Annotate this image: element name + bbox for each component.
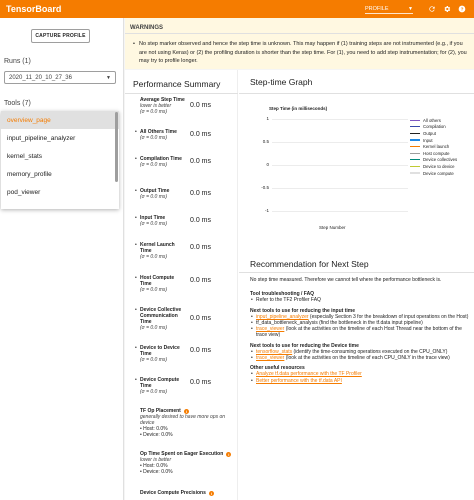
- legend-item: [410, 124, 457, 131]
- metric-sigma: (σ = 0.0 ms): [140, 109, 168, 115]
- warnings-divider: [125, 33, 474, 34]
- metric-sigma: (σ = 0.0 ms): [140, 357, 168, 363]
- metric-value: 0.0 ms: [190, 277, 212, 284]
- device-time-heading: Next tools to use for reducing the Device time: [250, 342, 359, 349]
- gridline: [272, 142, 408, 143]
- metric-value: 0.0 ms: [190, 379, 212, 386]
- legend-item: [410, 157, 457, 164]
- legend-item: [410, 170, 457, 177]
- device-compute-precisions-section: [140, 490, 235, 496]
- legend-swatch: [410, 159, 420, 160]
- trace-viewer-link[interactable]: trace_viewer: [256, 326, 285, 333]
- list-item: • Host: 0.0%: [140, 463, 168, 469]
- tf-data-api-link[interactable]: Better performance with the tf.data API: [256, 377, 342, 384]
- step-time-graph-title: Step-time Graph: [250, 77, 313, 87]
- list-item: • trace_viewer (look at the activities on the timeline of each Host Thread near the bottom of the trace view): [251, 326, 462, 339]
- legend-swatch: [410, 166, 420, 167]
- tools-label: Tools (7): [4, 100, 31, 107]
- chart-legend: [410, 117, 457, 176]
- metric-value: 0.0 ms: [190, 158, 212, 165]
- list-item: • trace_viewer (look at the activities on the timeline of each CPU_ONLY in the trace view): [251, 355, 450, 362]
- divider: [239, 272, 474, 273]
- svg-text:?: ?: [460, 6, 464, 12]
- list-item: • input_pipeline_analyzer (especially Section 3 for the breakdown of input operations on the Host): [251, 313, 469, 320]
- metric-name: Input Time: [140, 215, 166, 221]
- metric-name: Kernel Launch Time: [140, 242, 175, 254]
- bullet-icon: •: [133, 41, 135, 47]
- metric-sigma: (σ = 0.0 ms): [140, 287, 168, 293]
- tf-data-profiler-link[interactable]: Analyze tf.data performance with the TF Profiler: [256, 371, 362, 378]
- metric-sigma: (σ = 0.0 ms): [140, 194, 168, 200]
- metric-name: Device Collective Communication Time: [140, 307, 182, 325]
- metric-sigma: (σ = 0.0 ms): [140, 325, 168, 331]
- list-item: • Host: 0.0%: [140, 426, 168, 432]
- input-time-heading: Next tools to use for reducing the input time: [250, 307, 356, 314]
- sidebar: [0, 18, 124, 500]
- legend-label: Output: [423, 130, 436, 136]
- legend-swatch: [410, 126, 420, 127]
- warnings-panel: [125, 18, 474, 69]
- legend-swatch: [410, 139, 420, 140]
- list-item: • Device: 0.0%: [140, 469, 173, 475]
- list-item: • tensorflow_stats (identify the time-consuming operations executed on the CPU_ONLY): [251, 348, 448, 355]
- gridline: [272, 119, 408, 120]
- legend-item: [410, 130, 457, 137]
- tf-op-placement-section: [140, 408, 235, 438]
- recommendation-title: Recommendation for Next Step: [250, 259, 369, 269]
- overview-content: [125, 70, 474, 500]
- metric-average-step-time: [140, 97, 236, 115]
- tools-scrollbar[interactable]: [115, 112, 118, 182]
- capture-profile-button[interactable]: CAPTURE PROFILE: [31, 29, 90, 43]
- runs-select-value: 2020_11_20_10_27_36: [9, 74, 72, 81]
- metric-value: 0.0 ms: [190, 315, 212, 322]
- metric-sigma: (σ = 0.0 ms): [140, 254, 168, 260]
- gridline: [272, 165, 408, 166]
- legend-label: Device collectives: [423, 157, 458, 163]
- warning-text: No step marker observed and hence the step time is unknown. This may happen if (1) training steps are not instrumented (e.g., if you are not using Keras) or (2) the profiling duration is shorter than the step time. For (1), you need to add step instrumentation; for (2), you may try to profile longer.: [139, 41, 467, 64]
- y-tick-label: 1: [266, 116, 269, 121]
- section-name: TF Op Placement: [140, 408, 181, 414]
- metric-value: 0.0 ms: [190, 131, 212, 138]
- input-pipeline-analyzer-link[interactable]: input_pipeline_analyzer: [256, 313, 309, 320]
- metric-value: 0.0 ms: [190, 244, 212, 251]
- metric-input-time: • Input Time (σ = 0.0 ms) 0.0 ms: [135, 215, 212, 227]
- metric-value: 0.0 ms: [190, 347, 212, 354]
- trace-viewer-link[interactable]: trace_viewer: [256, 355, 285, 362]
- tool-option-kernel-stats[interactable]: kernel_stats: [7, 152, 43, 160]
- legend-item: [410, 163, 457, 170]
- recommendation-summary: No step time measured. Therefore we cannot tell where the performance bottleneck is.: [250, 277, 442, 283]
- faq-heading: Tool troubleshooting / FAQ: [250, 291, 315, 298]
- warnings-title: WARNINGS: [130, 25, 163, 31]
- metric-value: 0.0 ms: [190, 217, 212, 224]
- metric-all-others-time: • All Others Time (σ = 0.0 ms) 0.0 ms: [135, 129, 212, 141]
- metric-compilation-time: • Compilation Time (σ = 0.0 ms) 0.0 ms: [135, 156, 212, 168]
- legend-label: All others: [423, 117, 441, 123]
- tools-dropdown-panel: [1, 111, 119, 209]
- metric-name: Device Compute Time: [140, 377, 180, 389]
- metric-value: 0.0 ms: [190, 190, 212, 197]
- refresh-icon[interactable]: [426, 3, 438, 15]
- x-axis-label: Step Number: [319, 225, 346, 230]
- y-tick-label: 0.5: [262, 139, 269, 144]
- right-column: [239, 70, 474, 500]
- legend-item: [410, 143, 457, 150]
- metric-sigma: (σ = 0.0 ms): [140, 389, 168, 395]
- performance-summary-title: Performance Summary: [133, 79, 221, 89]
- legend-item: [410, 150, 457, 157]
- legend-label: Device to device: [423, 163, 455, 169]
- section-name: Op Time Spent on Eager Execution: [140, 451, 224, 457]
- y-tick-label: 0: [266, 162, 269, 167]
- divider: [125, 93, 238, 94]
- legend-item: [410, 137, 457, 144]
- chevron-down-icon: ▼: [106, 74, 111, 81]
- metric-name: Compilation Time: [140, 156, 182, 162]
- metric-name: Device to Device Time: [140, 345, 180, 357]
- metric-name: Host Compute Time: [140, 275, 175, 287]
- runs-label: Runs (1): [4, 58, 31, 65]
- metric-name: Average Step Time: [140, 97, 185, 103]
- top-app-bar: [0, 0, 474, 18]
- metric-device-to-device-time: • Device to Device Time (σ = 0.0 ms) 0.0 ms: [135, 345, 212, 363]
- metric-host-compute-time: • Host Compute Time (σ = 0.0 ms) 0.0 ms: [135, 275, 212, 293]
- legend-swatch: [410, 133, 420, 134]
- metric-kernel-launch-time: • Kernel Launch Time (σ = 0.0 ms) 0.0 ms: [135, 242, 212, 260]
- legend-swatch: [410, 153, 420, 154]
- section-sub: lower is better: [140, 457, 172, 463]
- divider: [239, 93, 474, 94]
- tool-option-pod-viewer[interactable]: pod_viewer: [7, 188, 41, 196]
- gridline: [272, 211, 408, 212]
- runs-select[interactable]: [4, 71, 116, 84]
- legend-label: Host compute: [423, 150, 450, 156]
- eager-execution-section: [140, 451, 235, 475]
- legend-swatch: [410, 172, 420, 173]
- y-tick-label: -1: [264, 208, 269, 213]
- section-sub: generally desired to have more ops on device: [140, 414, 226, 426]
- metric-sub: lower is better: [140, 103, 172, 109]
- legend-item: [410, 117, 457, 124]
- list-item: • Analyze tf.data performance with the TF Profiler: [251, 371, 362, 378]
- warning-message: [133, 40, 469, 66]
- metric-output-time: • Output Time (σ = 0.0 ms) 0.0 ms: [135, 188, 212, 200]
- metric-name: Output Time: [140, 188, 170, 194]
- list-item: • Device: 0.0%: [140, 432, 173, 438]
- y-tick-label: -0.5: [261, 185, 269, 190]
- legend-label: Input: [423, 137, 433, 143]
- metric-name: All Others Time: [140, 129, 177, 135]
- legend-label: Device compute: [423, 170, 454, 176]
- metric-sigma: (σ = 0.0 ms): [140, 162, 168, 168]
- legend-swatch: [410, 146, 420, 147]
- list-item: • tf_data_bottleneck_analysis (find the bottleneck in the tf.data input pipeline): [251, 320, 423, 327]
- help-icon[interactable]: [456, 3, 468, 15]
- info-icon[interactable]: i: [185, 408, 187, 414]
- metric-value: 0.0 ms: [190, 102, 212, 109]
- app-title: TensorBoard: [6, 4, 62, 14]
- tool-option-memory-profile[interactable]: memory_profile: [7, 170, 52, 178]
- legend-label: Kernel launch: [423, 144, 450, 150]
- recommendation-body: [250, 277, 472, 384]
- info-icon[interactable]: i: [210, 490, 212, 496]
- metric-device-compute-time: • Device Compute Time (σ = 0.0 ms) 0.0 ms: [135, 377, 212, 395]
- settings-icon[interactable]: [441, 3, 453, 15]
- metric-device-collective-communication-time: • Device Collective Communication Time (σ = 0.0 ms) 0.0 ms: [135, 307, 212, 331]
- metric-sigma: (σ = 0.0 ms): [140, 135, 168, 141]
- info-icon[interactable]: i: [228, 451, 230, 457]
- chevron-down-icon: ▼: [408, 5, 413, 12]
- other-resources-heading: Other useful resources: [250, 365, 305, 372]
- list-item: • Better performance with the tf.data API: [251, 377, 342, 384]
- legend-swatch: [410, 120, 420, 121]
- plugin-select[interactable]: [365, 4, 413, 14]
- chart-title: Step Time (in milliseconds): [269, 106, 328, 111]
- gridline: [272, 188, 408, 189]
- legend-label: Compilation: [423, 124, 446, 130]
- metric-sigma: (σ = 0.0 ms): [140, 221, 168, 227]
- tool-option-overview-page[interactable]: overview_page: [1, 111, 119, 129]
- performance-summary-card: [125, 70, 238, 500]
- list-item: • Refer to the TF2 Profiler FAQ: [251, 297, 321, 304]
- step-time-chart: [239, 98, 474, 233]
- tensorflow-stats-link[interactable]: tensorflow_stats: [256, 348, 293, 355]
- plugin-select-value: PROFILE: [365, 5, 389, 12]
- section-name: Device Compute Precisions: [140, 490, 206, 496]
- tool-option-input-pipeline-analyzer[interactable]: input_pipeline_analyzer: [7, 134, 76, 142]
